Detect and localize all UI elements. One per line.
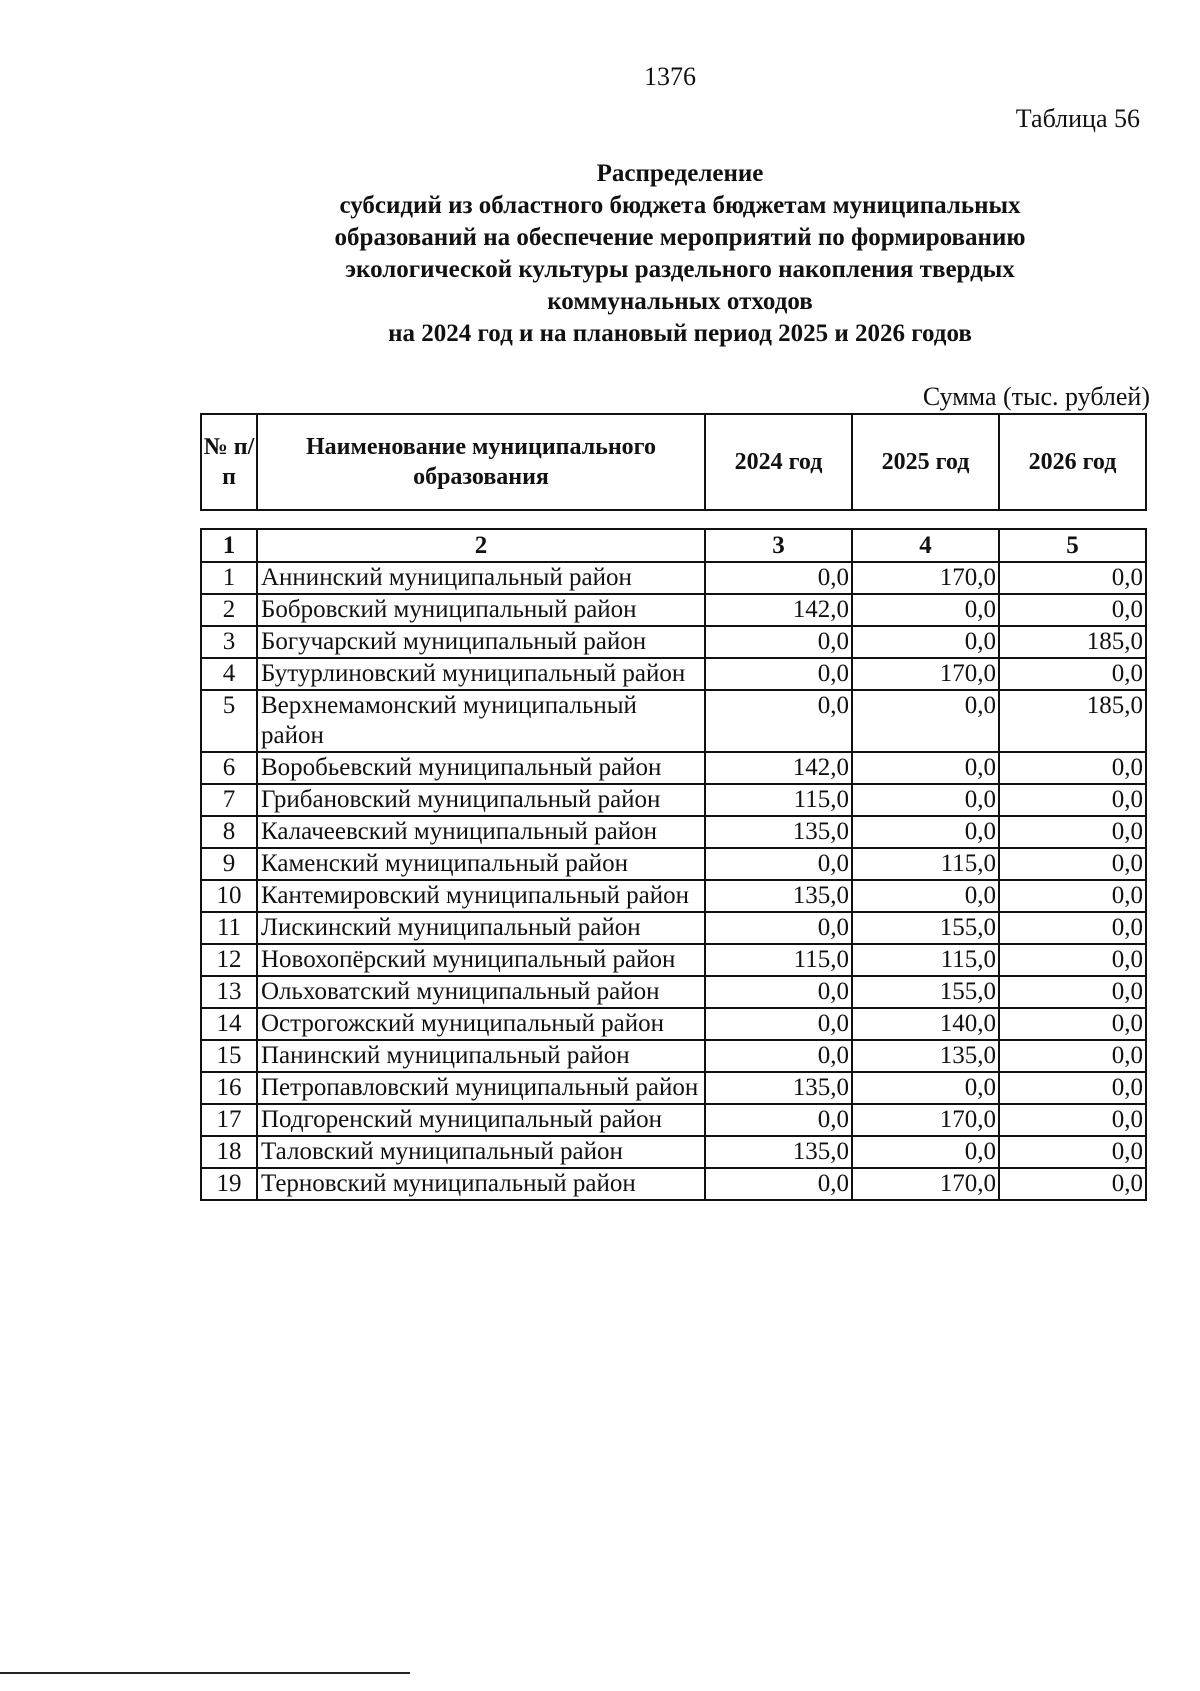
value-2024: 115,0 [705, 784, 852, 816]
municipality-name: Панинский муниципальный район [257, 1040, 705, 1072]
municipality-name: Таловский муниципальный район [257, 1136, 705, 1168]
table-row [201, 752, 1146, 784]
value-2026: 0,0 [999, 912, 1146, 944]
table-row [201, 784, 1146, 816]
municipality-name: Новохопёрский муниципальный район [257, 944, 705, 976]
title-line: на 2024 год и на плановый период 2025 и 2026 годов [388, 320, 972, 347]
header-name: Наименование муниципального образования [257, 414, 705, 510]
row-number: 9 [201, 848, 257, 880]
value-2025: 170,0 [852, 562, 999, 594]
title-line: образований на обеспечение мероприятий по формированию [334, 224, 1026, 251]
row-number: 12 [201, 944, 257, 976]
value-2024: 0,0 [705, 848, 852, 880]
value-2026: 0,0 [999, 848, 1146, 880]
value-2026: 0,0 [999, 1104, 1146, 1136]
value-2026: 0,0 [999, 594, 1146, 626]
column-number: 2 [257, 529, 705, 562]
units-caption: Сумма (тыс. рублей) [922, 382, 1150, 411]
value-2026: 0,0 [999, 1072, 1146, 1104]
municipality-name: Аннинский муниципальный район [257, 562, 705, 594]
municipality-name: Острогожский муниципальный район [257, 1008, 705, 1040]
value-2025: 115,0 [852, 944, 999, 976]
value-2024: 0,0 [705, 912, 852, 944]
row-number: 5 [201, 690, 257, 752]
value-2024: 0,0 [705, 1104, 852, 1136]
row-number: 8 [201, 816, 257, 848]
row-number: 11 [201, 912, 257, 944]
municipality-name: Богучарский муниципальный район [257, 626, 705, 658]
value-2026: 185,0 [999, 690, 1146, 752]
table-row [201, 880, 1146, 912]
value-2026: 0,0 [999, 1168, 1146, 1200]
value-2026: 185,0 [999, 626, 1146, 658]
column-number: 5 [999, 529, 1146, 562]
value-2025: 135,0 [852, 1040, 999, 1072]
value-2024: 0,0 [705, 690, 852, 752]
value-2025: 0,0 [852, 690, 999, 752]
value-2025: 0,0 [852, 816, 999, 848]
header-2026: 2026 год [999, 414, 1146, 510]
value-2026: 0,0 [999, 658, 1146, 690]
value-2024: 135,0 [705, 880, 852, 912]
header-num: № п/п [201, 414, 257, 510]
value-2025: 140,0 [852, 1008, 999, 1040]
title-line: Распределение [596, 160, 764, 187]
table-row [201, 690, 1146, 752]
value-2026: 0,0 [999, 816, 1146, 848]
value-2024: 142,0 [705, 752, 852, 784]
value-2025: 0,0 [852, 784, 999, 816]
row-number: 10 [201, 880, 257, 912]
table-row [201, 912, 1146, 944]
value-2024: 0,0 [705, 1008, 852, 1040]
value-2024: 0,0 [705, 1040, 852, 1072]
row-number: 13 [201, 976, 257, 1008]
value-2025: 0,0 [852, 626, 999, 658]
table-row [201, 976, 1146, 1008]
row-number: 18 [201, 1136, 257, 1168]
header-2024: 2024 год [705, 414, 852, 510]
municipality-name: Кантемировский муниципальный район [257, 880, 705, 912]
value-2025: 0,0 [852, 752, 999, 784]
header-2025: 2025 год [852, 414, 999, 510]
distribution-table [200, 528, 1147, 1201]
table-row [201, 1040, 1146, 1072]
row-number: 2 [201, 594, 257, 626]
value-2026: 0,0 [999, 752, 1146, 784]
table-label: Таблица 56 [1015, 104, 1140, 133]
value-2026: 0,0 [999, 1008, 1146, 1040]
municipality-name: Воробьевский муниципальный район [257, 752, 705, 784]
value-2024: 0,0 [705, 562, 852, 594]
table-row [201, 944, 1146, 976]
table-row [201, 1104, 1146, 1136]
table-row [201, 1072, 1146, 1104]
value-2024: 0,0 [705, 1168, 852, 1200]
table-row [201, 848, 1146, 880]
value-2025: 115,0 [852, 848, 999, 880]
table-header [200, 413, 1147, 511]
table-row [201, 1168, 1146, 1200]
column-numbers-row [201, 529, 1146, 562]
title-line: коммунальных отходов [547, 288, 813, 315]
value-2026: 0,0 [999, 944, 1146, 976]
table-row [201, 594, 1146, 626]
municipality-name: Бутурлиновский муниципальный район [257, 658, 705, 690]
municipality-name: Бобровский муниципальный район [257, 594, 705, 626]
table-row [201, 816, 1146, 848]
row-number: 6 [201, 752, 257, 784]
title-line: субсидий из областного бюджета бюджетам муниципальных [339, 192, 1021, 219]
municipality-name: Петропавловский муниципальный район [257, 1072, 705, 1104]
value-2025: 0,0 [852, 1136, 999, 1168]
value-2026: 0,0 [999, 976, 1146, 1008]
table-row [201, 1136, 1146, 1168]
row-number: 14 [201, 1008, 257, 1040]
row-number: 17 [201, 1104, 257, 1136]
municipality-name: Верхнемамонский муниципальный район [257, 690, 705, 752]
value-2024: 135,0 [705, 1072, 852, 1104]
document-title [250, 158, 1110, 350]
value-2025: 170,0 [852, 658, 999, 690]
table-row [201, 626, 1146, 658]
value-2025: 155,0 [852, 976, 999, 1008]
column-number: 4 [852, 529, 999, 562]
row-number: 1 [201, 562, 257, 594]
footer-divider [0, 1672, 410, 1674]
row-number: 3 [201, 626, 257, 658]
value-2026: 0,0 [999, 562, 1146, 594]
value-2026: 0,0 [999, 1136, 1146, 1168]
row-number: 19 [201, 1168, 257, 1200]
value-2025: 0,0 [852, 880, 999, 912]
value-2025: 0,0 [852, 594, 999, 626]
table-row [201, 1008, 1146, 1040]
municipality-name: Грибановский муниципальный район [257, 784, 705, 816]
column-number: 3 [705, 529, 852, 562]
value-2025: 0,0 [852, 1072, 999, 1104]
value-2024: 0,0 [705, 626, 852, 658]
municipality-name: Калачеевский муниципальный район [257, 816, 705, 848]
row-number: 4 [201, 658, 257, 690]
value-2025: 170,0 [852, 1168, 999, 1200]
value-2025: 155,0 [852, 912, 999, 944]
value-2025: 170,0 [852, 1104, 999, 1136]
municipality-name: Подгоренский муниципальный район [257, 1104, 705, 1136]
row-number: 7 [201, 784, 257, 816]
page-number: 1376 [644, 62, 696, 91]
column-number: 1 [201, 529, 257, 562]
value-2026: 0,0 [999, 1040, 1146, 1072]
value-2026: 0,0 [999, 880, 1146, 912]
row-number: 15 [201, 1040, 257, 1072]
table-row [201, 658, 1146, 690]
table-row [201, 562, 1146, 594]
value-2024: 0,0 [705, 976, 852, 1008]
row-number: 16 [201, 1072, 257, 1104]
value-2024: 115,0 [705, 944, 852, 976]
title-line: экологической культуры раздельного накопления твердых [345, 256, 1015, 283]
municipality-name: Лискинский муниципальный район [257, 912, 705, 944]
value-2026: 0,0 [999, 784, 1146, 816]
municipality-name: Ольховатский муниципальный район [257, 976, 705, 1008]
municipality-name: Терновский муниципальный район [257, 1168, 705, 1200]
value-2024: 135,0 [705, 816, 852, 848]
value-2024: 135,0 [705, 1136, 852, 1168]
municipality-name: Каменский муниципальный район [257, 848, 705, 880]
value-2024: 142,0 [705, 594, 852, 626]
value-2024: 0,0 [705, 658, 852, 690]
